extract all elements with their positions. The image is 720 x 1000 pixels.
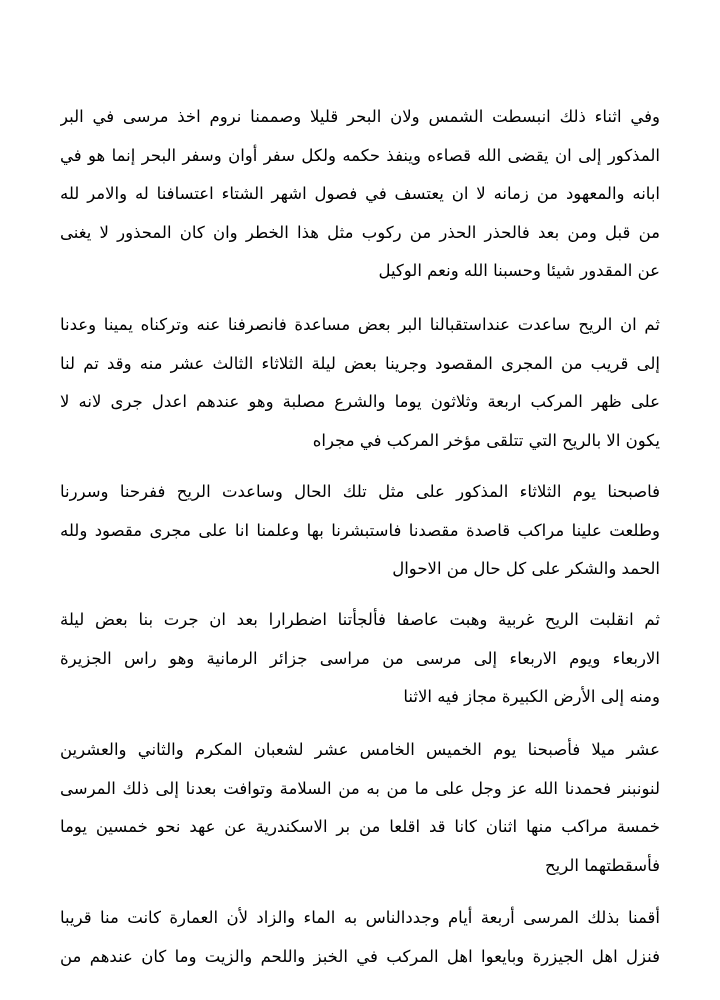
text-line: فنزل اهل الجيزرة وبايعوا اهل المركب في الخبز واللحم والزيت وما كان عندهم من — [60, 946, 660, 966]
text-line: وفي اثناء ذلك انبسطت الشمس ولان البحر قليلا وصممنا نروم اخذ مرسى في البر — [60, 107, 660, 126]
paragraph-3 — [60, 473, 660, 589]
text-line: خمسة مراكب منها اثنان كانا قد اقلعا من بر الاسكندرية عن عهد نحو خمسين يوما — [60, 817, 660, 836]
text-line: على ظهر المركب اربعة وثلاثون يوما والشرع مصلبة وهو عندهم اعدل جرى لانه لا — [60, 392, 660, 411]
text-line: عشر ميلا فأصبحنا يوم الخميس الخامس عشر لشعبان المكرم والثاني والعشرين — [60, 740, 660, 759]
text-line: ومنه إلى الأرض الكبيرة مجاز فيه الاثنا — [403, 687, 660, 706]
text-line: لنونبنر فحمدنا الله عز وجل على ما من به من السلامة وتوافت بعدنا إلى ذلك المرسى — [60, 778, 660, 798]
text-line: الحمد والشكر على كل حال من الاحوال — [392, 559, 660, 578]
text-line: إلى قريب من المجرى المقصود وجرينا بعض ليلة الثلاثاء الثالث عشر منه وقد تم لنا — [60, 353, 660, 373]
text-line: عن المقدور شيئا وحسبنا الله ونعم الوكيل — [378, 261, 660, 280]
paragraph-6 — [60, 899, 660, 976]
text-line: ابانه والمعهود من زمانه لا ان يعتسف في فصول اشهر الشتاء اعتسافنا له والامر لله — [60, 184, 660, 203]
paragraph-4 — [60, 601, 660, 717]
text-line: الاربعاء ويوم الاربعاء إلى مرسى من مراسى جزائر الرمانية وهو راس الجزيرة — [60, 648, 660, 668]
text-line: المذكور إلى ان يقضى الله قصاءه وينفذ حكمه ولكل سفر أوان وسفر البحر إنما هو في — [60, 145, 660, 165]
text-line: فأسقطتهما الريح — [545, 855, 660, 875]
text-line: فاصبحنا يوم الثلاثاء المذكور على مثل تلك الحال وساعدت الريح ففرحنا وسررنا — [60, 482, 660, 501]
text-line: يكون الا بالريح التي تتلقى مؤخر المركب في مجراه — [312, 430, 660, 450]
paragraph-1 — [60, 98, 660, 291]
text-line: وطلعت علينا مراكب قاصدة مقصدنا فاستبشرنا بها وعلمنا انا على مجرى مقصود ولله — [60, 520, 660, 540]
paragraph-2 — [60, 306, 660, 460]
paragraph-5 — [60, 731, 660, 885]
text-line: ثم ان الريح ساعدت عنداستقبالنا البر بعض مساعدة فانصرفنا عنه وتركناه يمينا وعدنا — [60, 315, 660, 334]
text-line: من قبل ومن بعد فالحذر الحذر من ركوب مثل هذا الخطر وان كان المحذور لا يغنى — [60, 222, 660, 242]
text-line: أقمنا بذلك المرسى أربعة أيام وجددالناس به الماء والزاد لأن العمارة كانت منا قريبا — [60, 908, 660, 927]
text-line: ثم انقلبت الريح غربية وهبت عاصفا فألجأتنا اضطرارا بعد ان جرت بنا بعض ليلة — [60, 610, 660, 629]
